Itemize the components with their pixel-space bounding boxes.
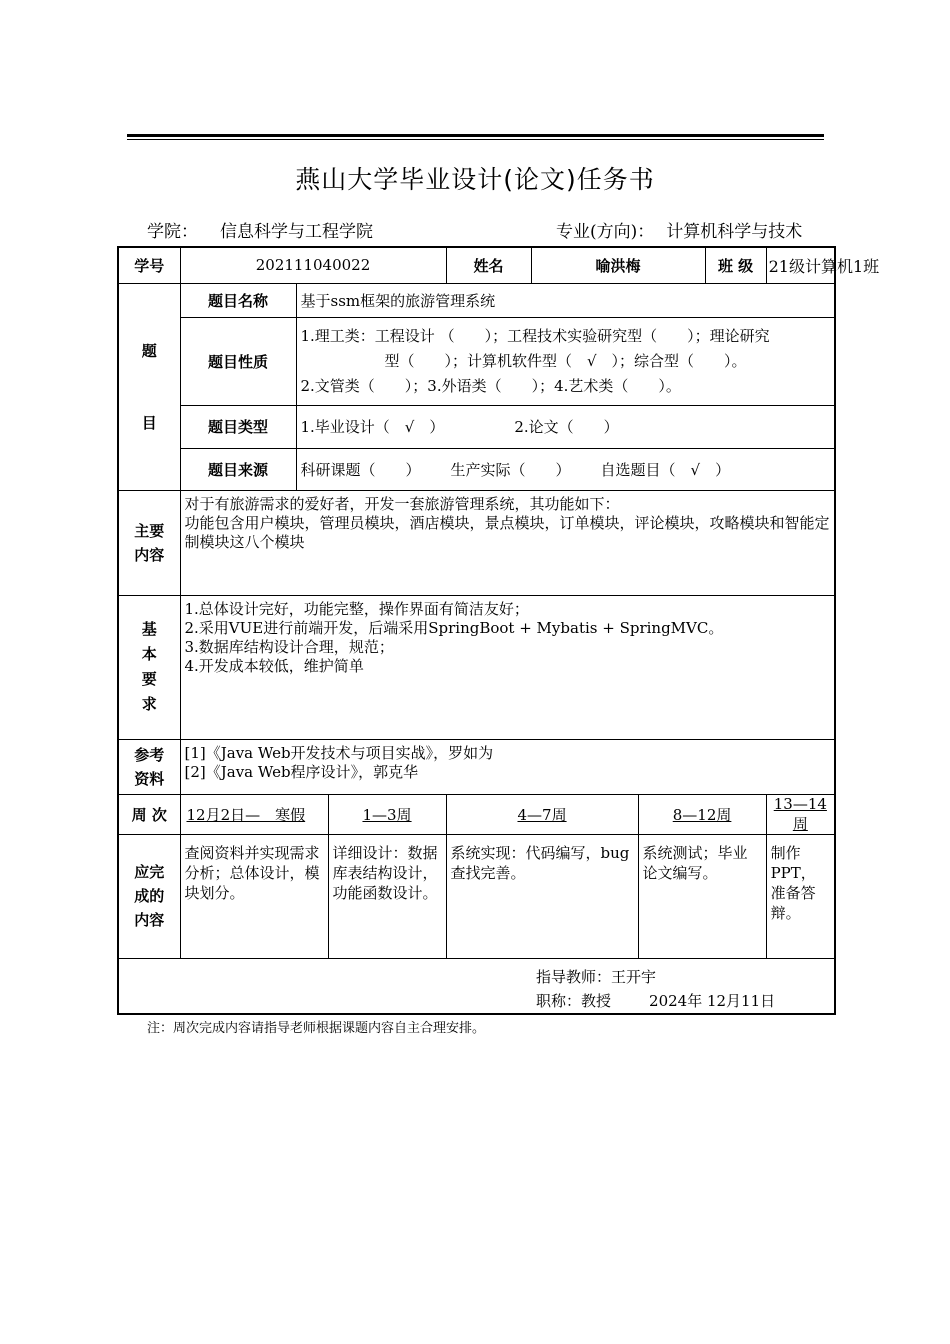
- references-label: [118, 739, 180, 794]
- topic-type-row: [118, 405, 835, 448]
- topic-type-label: 题目类型: [180, 405, 296, 448]
- nature-line-2: 型（ ）；计算机软件型（ √ ）；综合型（ ）。: [384, 351, 747, 370]
- tasks-label-3: 内容: [134, 911, 165, 929]
- class-value: 21级计算机1班: [766, 247, 835, 283]
- topic-nature-row: [118, 317, 835, 405]
- week-row: [118, 794, 835, 834]
- topic-source-label: 题目来源: [180, 448, 296, 490]
- week-period-4: 8—12周: [638, 794, 766, 834]
- nature-line-1: 1.理工类：工程设计 （ ）；工程技术实验研究型（ ）；理论研究: [300, 326, 770, 345]
- tasks-label: [118, 834, 180, 958]
- task-period-2: 详细设计：数据库表结构设计，功能函数设计。: [328, 834, 446, 958]
- college-field: [147, 217, 373, 242]
- week-period-5: 13—14周: [766, 794, 835, 834]
- reference-item: [2]《Java Web程序设计》，郭克华: [184, 762, 419, 781]
- task-form-table: [117, 246, 880, 1015]
- main-content-label-2: 内容: [134, 545, 165, 564]
- college-label: 学院：: [147, 222, 198, 242]
- requirement-item: 4.开发成本较低，维护简单: [184, 656, 364, 675]
- student-id-label: 学号: [118, 247, 180, 283]
- topic-type-options: [296, 405, 835, 448]
- topic-nature-options: [296, 317, 835, 405]
- document-title: 燕山大学毕业设计(论文)任务书: [295, 165, 655, 194]
- task-period-1: 查阅资料并实现需求分析；总体设计，模块划分。: [180, 834, 328, 958]
- requirement-item: 2.采用VUE进行前端开发，后端采用SpringBoot + Mybatis + SpringMVC。: [184, 618, 724, 637]
- signature-row: [118, 958, 835, 1014]
- advisor-line: [536, 965, 835, 989]
- main-content-label: [118, 490, 180, 595]
- req-label-char-4: 求: [141, 695, 157, 713]
- topic-name-label: 题目名称: [180, 283, 296, 317]
- requirements-label: [118, 595, 180, 739]
- req-label-char-2: 本: [141, 645, 157, 663]
- source-self-selected: 自选题目（ √ ）: [600, 460, 731, 479]
- topic-label-char-2: 目: [141, 413, 157, 432]
- content-line-2: 功能包含用户模块，管理员模块，酒店模块，景点模块，订单模块，评论模块，攻略模块和智能定制模块这八个模块: [184, 513, 830, 551]
- title-date-line: [536, 989, 835, 1013]
- requirements-text: [180, 595, 835, 739]
- week-label: 周 次: [118, 794, 180, 834]
- references-label-2: 资料: [134, 769, 165, 788]
- student-name-value: 喻洪梅: [531, 247, 705, 283]
- main-content-row: [118, 490, 835, 595]
- week-period-3: 4—7周: [446, 794, 638, 834]
- source-research: 科研课题（ ）: [300, 460, 421, 479]
- major-value: 计算机科学与技术: [666, 222, 803, 242]
- college-value: 信息科学与工程学院: [220, 222, 373, 242]
- topic-source-options: [296, 448, 835, 490]
- tasks-label-1: 应完: [134, 863, 165, 881]
- advisor-value: 王开宇: [611, 967, 657, 986]
- signature-date: 2024年 12月11日: [649, 991, 776, 1010]
- requirement-item: 3.数据库结构设计合理，规范；: [184, 637, 394, 656]
- topic-source-row: [118, 448, 835, 490]
- advisor-label: 指导教师：: [536, 967, 612, 986]
- main-content-text: [180, 490, 835, 595]
- req-label-char-1: 基: [141, 620, 157, 638]
- type-thesis: 2.论文（ ）: [514, 418, 619, 436]
- source-production: 生产实际（ ）: [450, 460, 571, 479]
- main-content-label-1: 主要: [134, 521, 165, 540]
- top-rule-thick: [127, 134, 824, 137]
- references-text: [180, 739, 835, 794]
- content-line-1: 对于有旅游需求的爱好者，开发一套旅游管理系统，其功能如下：: [184, 494, 620, 513]
- student-info-row: [118, 247, 835, 283]
- topic-section-label: [118, 283, 180, 490]
- tasks-row: [118, 834, 835, 958]
- topic-label-char-1: 题: [141, 341, 157, 360]
- advisor-title-value: 教授: [581, 991, 612, 1010]
- tasks-label-2: 成的: [134, 887, 165, 905]
- footnote: 注：周次完成内容请指导老师根据课题内容自主合理安排。: [147, 1021, 486, 1036]
- references-row: [118, 739, 835, 794]
- req-label-char-3: 要: [141, 670, 157, 688]
- week-period-1: 12月2日— 寒假: [180, 794, 328, 834]
- topic-nature-label: 题目性质: [180, 317, 296, 405]
- top-rule-thin: [127, 139, 824, 140]
- references-label-1: 参考: [134, 745, 165, 764]
- major-field: [556, 217, 802, 242]
- task-period-5: 制作PPT，准备答辩。: [766, 834, 835, 958]
- requirements-row: [118, 595, 835, 739]
- nature-line-3: 2.文管类（ ）；3.外语类（ ）；4.艺术类（ ）。: [300, 376, 681, 395]
- major-label: 专业(方向)：: [556, 222, 655, 242]
- class-label: 班 级: [705, 247, 766, 283]
- week-period-2: 1—3周: [328, 794, 446, 834]
- type-graduation-design: 1.毕业设计（ √ ）: [300, 418, 445, 436]
- student-id-value: 202111040022: [180, 247, 446, 283]
- task-period-3: 系统实现：代码编写，bug查找完善。: [446, 834, 638, 958]
- task-period-4: 系统测试；毕业论文编写。: [638, 834, 766, 958]
- topic-name-row: [118, 283, 835, 317]
- signature-block: [118, 958, 835, 1014]
- requirement-item: 1.总体设计完好，功能完整，操作界面有简洁友好；: [184, 599, 529, 618]
- topic-name-value: 基于ssm框架的旅游管理系统: [296, 283, 835, 317]
- reference-item: [1]《Java Web开发技术与项目实战》，罗如为: [184, 743, 494, 762]
- student-name-label: 姓名: [446, 247, 531, 283]
- advisor-title-label: 职称：: [536, 991, 582, 1010]
